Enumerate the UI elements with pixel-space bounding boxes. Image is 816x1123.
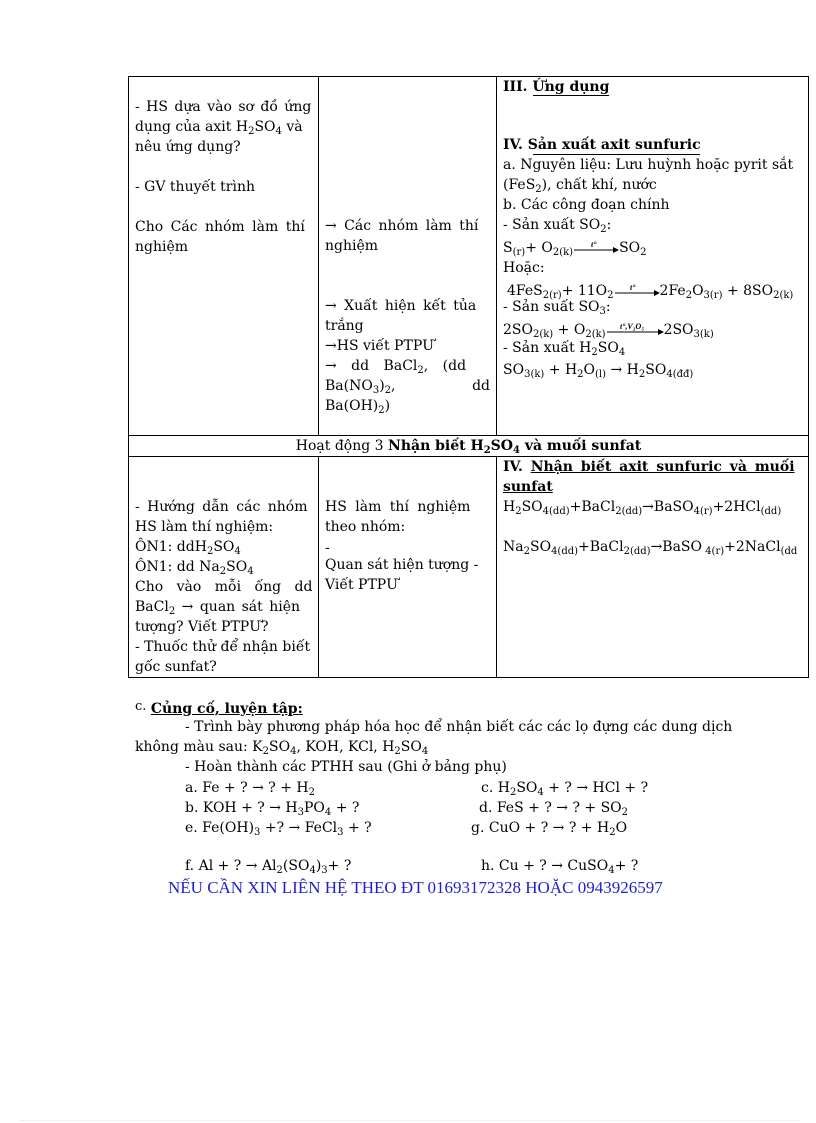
text: Viết PTPƯ: [325, 577, 399, 593]
subscript: 2: [577, 369, 584, 380]
section-heading-ung-dung: III. Ứng dụng: [503, 79, 610, 95]
subscript: 4(dd): [551, 546, 579, 557]
consolidation-section: [135, 699, 795, 777]
equation-h2so4-bacl2: [503, 497, 803, 517]
subscript: 4(dd): [542, 506, 570, 517]
text: → dd BaCl: [325, 358, 418, 374]
text: f. Al + ? → Al: [185, 858, 277, 874]
text: - Thuốc thử để nhận biết: [135, 639, 311, 655]
subscript: 4: [537, 787, 544, 798]
text: - Sản xuất H: [503, 340, 592, 356]
subscript: 2: [523, 546, 530, 557]
heading-underline-ung-dung: [533, 95, 609, 96]
subscript: 2: [483, 445, 491, 456]
text: - Sản xuất SO: [503, 217, 601, 233]
subscript: 2: [384, 385, 392, 396]
text: O: [692, 283, 704, 299]
row2-teacher-activity: [135, 497, 311, 677]
text: → quan sát hiện: [175, 599, 301, 615]
subscript: (dd: [780, 546, 798, 557]
text: + O: [525, 240, 553, 256]
text: Nhận biết H: [388, 438, 484, 454]
table-right-border: [808, 76, 809, 678]
text: Cho vào mỗi ống dd: [135, 579, 313, 595]
text: nghiệm: [325, 238, 379, 254]
text: dụng của axit H: [135, 119, 249, 135]
consolidation-heading: Củng cố, luyện tập:: [150, 701, 303, 717]
subscript: 2: [394, 746, 401, 757]
subscript: 2(k): [532, 329, 554, 340]
text: ), chất khí, nước: [541, 177, 657, 193]
row2-content: [503, 457, 803, 557]
text: + ?: [614, 858, 639, 874]
row1-teacher-activity: [135, 97, 311, 257]
text: SO: [645, 362, 667, 378]
text: h. Cu + ? → CuSO: [481, 858, 609, 874]
text: :: [606, 217, 612, 233]
text: theo nhóm:: [325, 519, 406, 535]
equation-na2so4-bacl2: [503, 537, 803, 557]
col-divider-1-row2: [318, 456, 319, 678]
text: ÔN1: ddH: [135, 539, 207, 555]
page-edge-divider: [20, 1120, 800, 1122]
text: (SO: [282, 858, 310, 874]
text: gốc sunfat?: [135, 659, 217, 675]
text: b. Các công đoạn chính: [503, 197, 670, 213]
subscript: 4(đđ): [666, 369, 694, 380]
text: - Hoàn thành các PTHH sau (Ghi ở bảng phụ): [185, 759, 507, 775]
text: :: [605, 299, 611, 315]
reaction-arrow-icon: [573, 243, 619, 253]
text: +2HCl: [712, 499, 761, 515]
text: + ? → HCl + ?: [543, 780, 649, 796]
subscript: 2: [276, 865, 283, 876]
text: SO: [521, 499, 543, 515]
text: +? → FeCl: [260, 820, 338, 836]
subscript: 3: [321, 865, 328, 876]
text: → H: [606, 362, 639, 378]
text: ÔN1: dd Na: [135, 559, 220, 575]
text: HS làm thí nghiệm: [325, 499, 471, 515]
text: ): [379, 378, 385, 394]
section-heading-nhan-biet: [503, 457, 803, 477]
text: + 11O: [561, 283, 608, 299]
subscript: 2: [219, 566, 227, 577]
text: →BaSO: [650, 539, 702, 555]
text: 2Fe: [659, 283, 686, 299]
row2-student-activity: [325, 497, 490, 595]
text: → Xuất hiện kết tủa: [325, 298, 477, 314]
text: - Sản suất SO: [503, 299, 600, 315]
subscript: 2: [609, 827, 616, 838]
text: SO: [226, 559, 248, 575]
contact-footer: NẾU CẦN XIN LIÊN HỆ THEO ĐT 01693172328 HOẶC 0943926597: [168, 878, 663, 897]
exercise-c: [481, 778, 648, 798]
text: + O: [553, 322, 586, 338]
section-heading-san-xuat: IV. Sản xuất axit sunfuric: [503, 137, 701, 153]
arrow-condition: t°: [591, 241, 597, 249]
exercise-g: [471, 818, 627, 838]
exercise-d: [479, 798, 628, 818]
text: sunfat: [503, 479, 553, 495]
text: SO: [400, 739, 422, 755]
text: SO: [269, 739, 291, 755]
text: - HS dựa vào sơ đồ ứng: [135, 99, 312, 115]
subscript: 2: [262, 746, 269, 757]
text: + 8SO: [722, 283, 774, 299]
text: a. Nguyên liệu: Lưu huỳnh hoặc pyrit sắt: [503, 157, 794, 173]
subscript: 2: [378, 405, 385, 416]
subscript: 3: [254, 827, 261, 838]
text: SO: [516, 780, 538, 796]
text: → Các nhóm làm thí: [325, 218, 479, 234]
text: - Trình bày phương pháp hóa học để nhận biết các các lọ đựng các dung dịch: [185, 719, 733, 735]
text: 4FeS: [507, 283, 543, 299]
subscript: 4: [290, 746, 297, 757]
activity-3-header: [128, 436, 809, 456]
subscript: 4: [608, 865, 615, 876]
table-left-border: [128, 76, 129, 678]
subscript: 2: [640, 247, 647, 258]
text: c. H: [481, 780, 510, 796]
row1-content: [503, 77, 803, 380]
text: - Hướng dẫn các nhóm: [135, 499, 308, 515]
table-bottom-border: [128, 677, 809, 678]
col-divider-2-row1: [496, 76, 497, 436]
subscript: 4(r): [702, 546, 725, 557]
subscript: 2: [535, 184, 542, 195]
text: SO: [490, 438, 513, 454]
col-divider-2-row2: [496, 456, 497, 678]
reaction-arrow-icon: [614, 286, 660, 296]
subscript: 4: [309, 865, 316, 876]
text: Nhận biết axit sunfuric và muối: [530, 459, 795, 475]
subscript: 4: [512, 445, 520, 456]
text: Hoạt động 3: [295, 438, 389, 454]
text: tượng? Viết PTPƯ?: [135, 619, 269, 635]
exercise-b: [185, 798, 359, 818]
text: SO: [619, 240, 641, 256]
text: +2NaCl: [724, 539, 781, 555]
text: không màu sau: K: [135, 739, 263, 755]
subscript: 3: [337, 827, 344, 838]
subscript: 4: [247, 566, 254, 577]
arrow-condition: t°,V₂O₅: [619, 323, 644, 331]
text: -: [325, 540, 330, 556]
text: →HS viết PTPƯ: [325, 338, 435, 354]
text: SO: [254, 119, 276, 135]
reaction-arrow-icon: [606, 325, 664, 335]
text: Ba(OH): [325, 398, 379, 414]
text: ,: [391, 378, 396, 394]
subscript: 3(k): [524, 369, 545, 380]
text: ): [315, 858, 322, 874]
text: e. Fe(OH): [185, 820, 255, 836]
subscript: 2(dd): [623, 546, 651, 557]
subscript: 2: [417, 365, 424, 376]
subscript: 4: [618, 347, 626, 358]
text: g. CuO + ? → ? + H: [471, 820, 610, 836]
text: IV.: [503, 459, 531, 475]
text: trắng: [325, 318, 364, 334]
text: ): [384, 398, 391, 414]
subscript: 2(dd): [615, 506, 643, 517]
equation-s-o2: [503, 238, 803, 258]
text: +BaCl: [569, 499, 616, 515]
text: và muối sunfat: [519, 438, 642, 454]
arrow-condition: t°: [629, 284, 635, 292]
text: dd: [472, 378, 490, 394]
subscript: 2: [509, 787, 517, 798]
text: + ?: [343, 820, 372, 836]
subscript: 2: [600, 224, 607, 235]
text: 2SO: [503, 322, 533, 338]
text: d. FeS + ? → ? + SO: [479, 800, 622, 816]
exercise-e: [185, 818, 372, 838]
col-divider-1-row1: [318, 76, 319, 436]
subscript: 2: [638, 369, 646, 380]
text: - GV thuyết trình: [135, 179, 256, 195]
subscript: 3(k): [693, 329, 714, 340]
equation-so3-h2o: [503, 360, 803, 380]
subscript: (r): [512, 247, 526, 258]
text: SO: [213, 539, 235, 555]
exercise-a: [185, 778, 315, 798]
section-label: c.: [135, 699, 147, 714]
text: SO: [529, 539, 552, 555]
text: Na: [503, 539, 524, 555]
equation-so2-o2: [503, 320, 803, 340]
subscript: 3: [297, 807, 304, 818]
heading-underline-san-xuat: [533, 154, 700, 155]
subscript: 2: [206, 546, 214, 557]
text: SO: [503, 362, 525, 378]
subscript: 2: [308, 787, 315, 798]
subscript: (dd): [760, 506, 782, 517]
text: BaCl: [135, 599, 169, 615]
text: O: [615, 820, 628, 836]
text: +BaCl: [578, 539, 624, 555]
text: HS làm thí nghiệm:: [135, 519, 274, 535]
text: Ba(NO: [325, 378, 373, 394]
text: 2SO: [663, 322, 694, 338]
exercise-f: [185, 856, 351, 876]
subscript: (l): [595, 369, 607, 380]
subscript: 2: [168, 606, 176, 617]
subscript: 2: [621, 807, 629, 818]
subscript: 2: [591, 347, 598, 358]
subscript: 3(r): [703, 290, 723, 301]
text: và: [281, 119, 303, 135]
subscript: 2(k): [585, 329, 606, 340]
text: + H: [544, 362, 578, 378]
text: O: [583, 362, 596, 378]
text: SO: [597, 340, 619, 356]
text: Quan sát hiện tượng -: [325, 557, 479, 573]
subscript: 4: [421, 746, 429, 757]
text: (FeS: [503, 177, 536, 193]
subscript: 3: [372, 385, 380, 396]
subscript: 4(r): [693, 506, 713, 517]
text: + ?: [327, 858, 352, 874]
text: , (dd: [423, 358, 467, 374]
text: nêu ứng dụng?: [135, 139, 241, 155]
subscript: 2: [685, 290, 693, 301]
text: Hoặc:: [503, 260, 545, 276]
subscript: 2: [607, 290, 614, 301]
text: + ?: [331, 800, 360, 816]
text: →BaSO: [642, 499, 694, 515]
text: a. Fe + ? → ? + H: [185, 780, 309, 796]
subscript: 2(k): [552, 247, 574, 258]
text: H: [503, 499, 516, 515]
subscript: 4: [324, 807, 332, 818]
row1-student-activity: [325, 216, 490, 416]
subscript: 4: [234, 546, 241, 557]
subscript: 2: [248, 126, 255, 137]
subscript: 2(k): [773, 290, 794, 301]
text: Cho Các nhóm làm thí: [135, 219, 305, 235]
text: PO: [303, 800, 325, 816]
text: S: [503, 240, 513, 256]
text: b. KOH + ? → H: [185, 800, 298, 816]
text: nghiệm: [135, 239, 189, 255]
text: , KOH, KCl, H: [296, 739, 395, 755]
subscript: 2(r): [542, 290, 562, 301]
subscript: 4: [275, 126, 282, 137]
subscript: 2: [515, 506, 522, 517]
exercise-h: [481, 856, 638, 876]
subscript: 3: [599, 306, 606, 317]
